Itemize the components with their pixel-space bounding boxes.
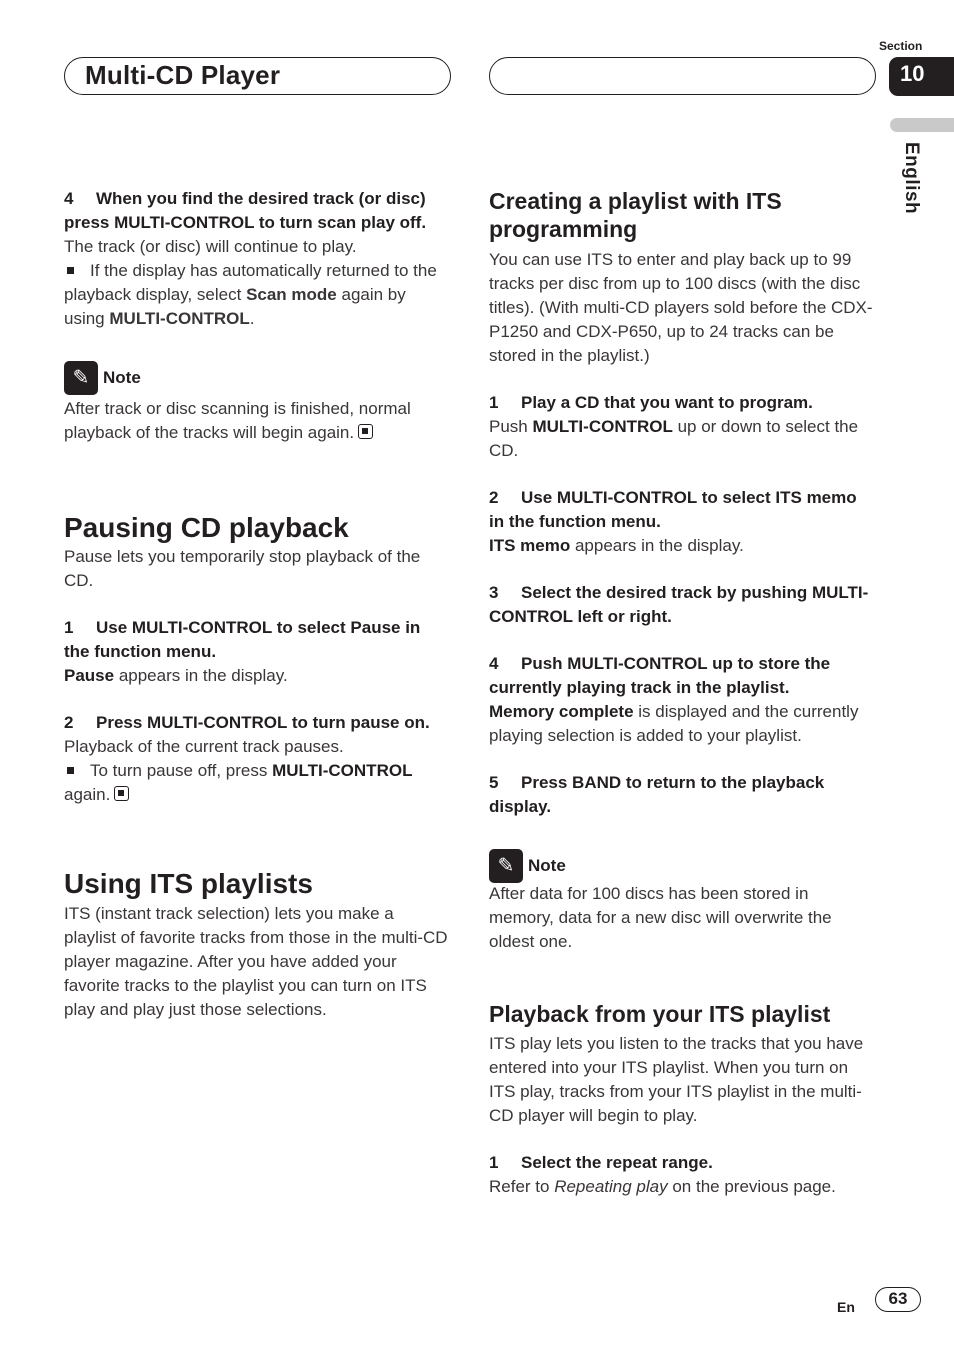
its-heading: Using ITS playlists (64, 868, 313, 899)
right-column (489, 187, 873, 1199)
pause-step-2-body: Playback of the current track pauses. (64, 737, 344, 756)
language-tab: English (901, 142, 922, 215)
create-intro: You can use ITS to enter and play back up to 99 tracks per disc from up to 100 discs (with the disc titles). (With multi-CD players sold before the CDX-P1250 and CDX-P650, up to 24 tracks can be stored in the playlist.) (489, 250, 873, 365)
create-step-2-body: ITS memo appears in the display. (489, 536, 744, 555)
section-label: Section (879, 39, 923, 53)
note-heading: ✎ Note (64, 361, 448, 395)
language-tab-bar (890, 118, 954, 132)
header-empty-pill (489, 57, 876, 95)
its-intro: ITS (instant track selection) lets you make a playlist of favorite tracks from those in the multi-CD player magazine. After you have added your favorite tracks to the playlist you can turn on ITS play and play just those selections. (64, 904, 448, 1019)
pause-heading: Pausing CD playback (64, 512, 349, 543)
pause-step-1: 1 Use MULTI-CONTROL to select Pause in the function menu. (64, 618, 421, 661)
end-mark-icon (358, 424, 373, 439)
note-pencil-icon: ✎ (64, 361, 98, 395)
pause-bullet: To turn pause off, press MULTI-CONTROL again. (64, 761, 413, 804)
page-number: 63 (875, 1287, 921, 1312)
playback-step-1-body: Refer to Repeating play on the previous page. (489, 1177, 836, 1196)
create-step-3: 3 Select the desired track by pushing MULTI-CONTROL left or right. (489, 583, 869, 626)
step-4-bullet: If the display has automatically returned to the playback display, select Scan mode again by using MULTI-CONTROL. (64, 261, 437, 328)
create-heading: Creating a playlist with ITS programming (489, 188, 782, 242)
create-step-4-body: Memory complete is displayed and the currently playing selection is added to your playlist. (489, 702, 859, 745)
pause-step-1-body: Pause appears in the display. (64, 666, 288, 685)
create-step-1-body: Push MULTI-CONTROL up or down to select the CD. (489, 417, 859, 460)
page-title: Multi-CD Player (85, 60, 281, 90)
note-heading: ✎ Note (489, 849, 873, 883)
create-step-5: 5 Press BAND to return to the playback display. (489, 773, 825, 816)
pause-intro: Pause lets you temporarily stop playback of the CD. (64, 547, 421, 590)
header-title-pill (64, 57, 451, 95)
end-mark-icon (114, 786, 129, 801)
create-step-1: 1 Play a CD that you want to program. (489, 393, 813, 412)
playback-heading: Playback from your ITS playlist (489, 1001, 831, 1027)
create-step-2: 2 Use MULTI-CONTROL to select ITS memo in the function menu. (489, 488, 857, 531)
step-4-body: The track (or disc) will continue to play. (64, 237, 357, 256)
left-column (64, 187, 448, 1022)
playback-intro: ITS play lets you listen to the tracks that you have entered into your ITS playlist. When you turn on ITS play, tracks from your ITS playlist in the multi-CD player will begin to play. (489, 1034, 864, 1125)
section-number: 10 (889, 57, 954, 96)
note-text: After track or disc scanning is finished, normal playback of the tracks will begin again. (64, 399, 411, 442)
footer-language: En (837, 1299, 855, 1315)
step-4: 4 When you find the desired track (or disc) press MULTI-CONTROL to turn scan play off. (64, 189, 427, 232)
pause-step-2: 2 Press MULTI-CONTROL to turn pause on. (64, 713, 430, 732)
create-step-4: 4 Push MULTI-CONTROL up to store the currently playing track in the playlist. (489, 654, 831, 697)
note-text: After data for 100 discs has been stored in memory, data for a new disc will overwrite the oldest one. (489, 884, 832, 951)
playback-step-1: 1 Select the repeat range. (489, 1153, 713, 1172)
note-pencil-icon: ✎ (489, 849, 523, 883)
